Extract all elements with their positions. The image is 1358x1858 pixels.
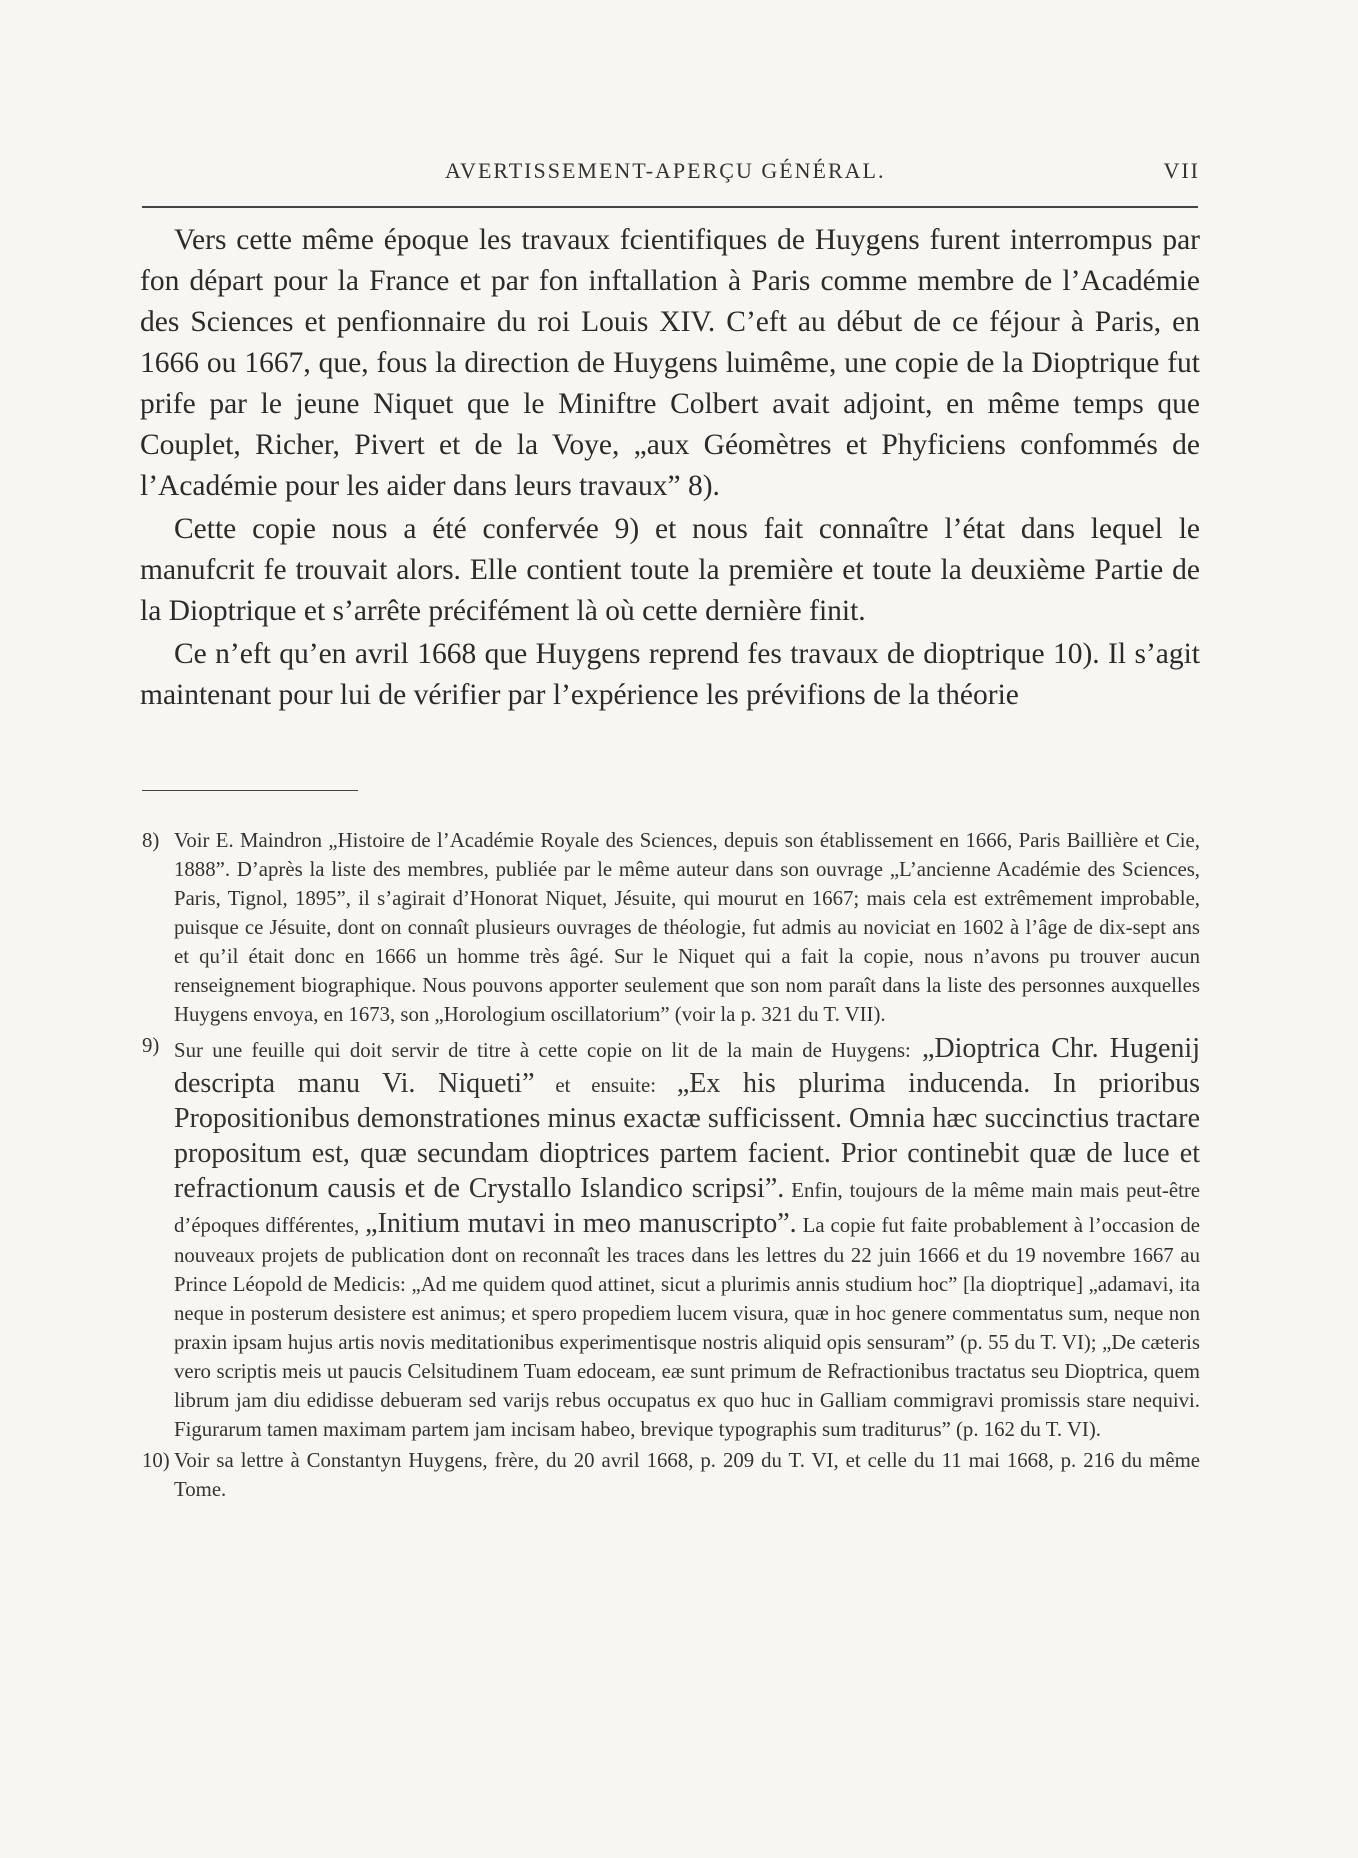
footnote-10 — [140, 1446, 1200, 1504]
footnote-mark: 8) — [142, 829, 160, 852]
footnote-8 — [140, 826, 1200, 1029]
footnote-text-intro: Sur une feuille qui doit servir de titre à cette copie on lit de la main de Huygens: — [174, 1039, 911, 1062]
header-rule — [142, 206, 1198, 208]
paragraph-2: Cette copie nous a été confervée 9) et nous fait connaître l’état dans lequel le manufcrit fe trouvait alors. Elle contient toute la première et toute la deuxième Partie de la Dioptrique et s’arrête précifément là où cette dernière finit. — [140, 513, 1200, 627]
footnote-text-rest: La copie fut faite probablement à l’occasion de nouveaux projets de publication dont on reconnaît les traces dans les lettres du 22 juin 1666 et du 19 novembre 1667 au Prince Léopold de Medicis: „Ad me quidem quod attinet, sicut a plurimis annis studium hoc” [la dioptrique] „adamavi, ita neque in posterum desistere est animus; et spero propediem lucem visura, quæ in hoc genere commentatus sum, neque non praxin ipsam hujus artis novis meditationibus experimentisque nostris aliquid opis sensuram” (p. 55 du T. VI); „De cæteris vero scriptis meis ut paucis Celsitudinem Tuam edoceam, eæ sunt primum de Refractionibus tractatus seu Dioptrica, quem librum jam diu edidisse debueram sed varijs rebus occupatus ex quo huc in Galliam commigravi promissis stare nequivi. Figurarum tamen maximam partem jam incisam habeo, brevique typographis sum traditurus” (p. 162 du T. VI). — [174, 1214, 1201, 1441]
footnote-text: Voir E. Maindron „Histoire de l’Académie Royale des Sciences, depuis son établissement en 1666, Paris Baillière et Cie, 1888”. D’après la liste des membres, publiée par le même auteur dans son ouvrage „L’ancienne Académie des Sciences, Paris, Tignol, 1895”, il s’agirait d’Honorat Niquet, Jésuite, qui mourut en 1667; mais cela est extrêmement improbable, puisque ce Jésuite, dont on connaît plusieurs ouvrages de théologie, fut admis au noviciat en 1602 à l’âge de dix-sept ans et qu’il était donc en 1666 un homme très âgé. Sur le Niquet qui a fait la copie, nous n’avons pu trouver aucun renseignement biographique. Nous pouvons apporter seulement que son nom paraît dans la liste des personnes auxquelles Huygens envoya, en 1673, son „Horologium oscillatorium” (voir la p. 321 du T. VII). — [174, 829, 1200, 1026]
footnote-rule — [142, 790, 358, 791]
footnote-9 — [140, 1031, 1200, 1444]
footnote-quote-initium: „Initium mutavi in meo manuscripto”. — [365, 1208, 797, 1239]
footnote-quote-latin: „Ex his plurima inducenda. In prioribus Propositionibus demonstrationes minus exactæ sufficissent. Omnia hæc succinctius tractare propositum est, quæ secundam dioptrices partem facient. Prior continebit quæ de luce et refractionum causis et de Crystallo Islandico scripsi”. — [174, 1068, 1200, 1204]
footnote-text: Voir sa lettre à Constantyn Huygens, frère, du 20 avril 1668, p. 209 du T. VI, et celle du 11 mai 1668, p. 216 du même Tome. — [174, 1449, 1200, 1501]
footnote-quote-title: „Dioptrica Chr. Hugenij descripta manu Vi. Niqueti” — [174, 1033, 1200, 1099]
footnote-text-mid2: Enfin, toujours de la même main mais peut-être d’époques différentes, — [174, 1179, 1200, 1237]
page-number: VII — [1163, 158, 1200, 183]
footnote-text-mid: et ensuite: — [534, 1074, 677, 1097]
footnotes — [140, 826, 1200, 1506]
main-text — [140, 220, 1200, 716]
running-head: AVERTISSEMENT-APERÇU GÉNÉRAL. — [445, 158, 886, 183]
page-header — [140, 158, 1200, 198]
paragraph-3: Ce n’eft qu’en avril 1668 que Huygens reprend fes travaux de dioptrique 10). Il s’agit maintenant pour lui de vérifier par l’expérience les prévifions de la théorie — [140, 638, 1200, 711]
footnote-mark: 9) — [142, 1034, 160, 1057]
footnote-mark: 10) — [142, 1449, 170, 1472]
paragraph-1: Vers cette même époque les travaux fcientifiques de Huygens furent interrompus par fon départ pour la France et par fon inftallation à Paris comme membre de l’Académie des Sciences et penfionnaire du roi Louis XIV. C’eft au début de ce féjour à Paris, en 1666 ou 1667, que, fous la direction de Huygens luimême, une copie de la Dioptrique fut prife par le jeune Niquet que le Miniftre Colbert avait adjoint, en même temps que Couplet, Richer, Pivert et de la Voye, „aux Géomètres et Phyficiens confommés de l’Académie pour les aider dans leurs travaux” 8). — [140, 224, 1200, 502]
